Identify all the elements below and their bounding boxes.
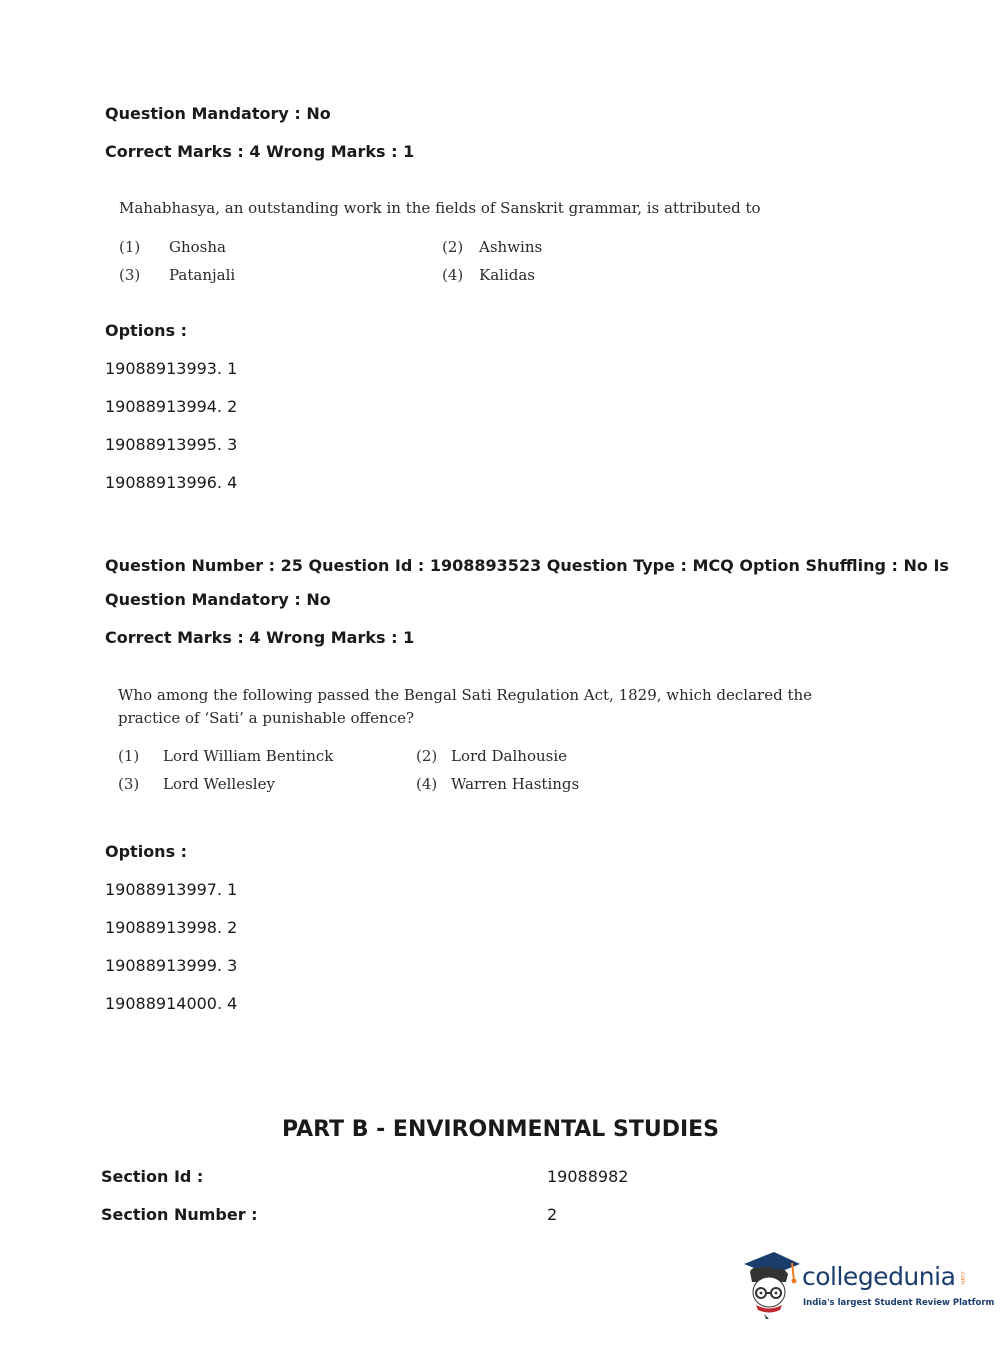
q24-choice-4-text: Kalidas xyxy=(479,266,535,284)
q25-choice-4-num: (4) xyxy=(416,775,438,793)
mascot-icon xyxy=(740,1248,802,1320)
q24-choice-2-num: (2) xyxy=(442,238,464,256)
q25-header: Question Number : 25 Question Id : 1908893523 Question Type : MCQ Option Shuffling : No Is xyxy=(105,556,949,575)
q24-options-label: Options : xyxy=(105,321,188,340)
q24-question-text: Mahabhasya, an outstanding work in the fields of Sanskrit grammar, is attributed to xyxy=(119,199,761,217)
q25-marks: Correct Marks : 4 Wrong Marks : 1 xyxy=(105,628,415,647)
q25-choice-1-text: Lord William Bentinck xyxy=(163,747,334,765)
q24-choice-1-num: (1) xyxy=(119,238,141,256)
section-id-value: 19088982 xyxy=(547,1167,629,1186)
q24-choice-4-num: (4) xyxy=(442,266,464,284)
q24-option-2: 19088913994. 2 xyxy=(105,397,238,416)
q25-choice-2-num: (2) xyxy=(416,747,438,765)
q24-marks: Correct Marks : 4 Wrong Marks : 1 xyxy=(105,142,415,161)
q25-question-line-1: Who among the following passed the Bengal Sati Regulation Act, 1829, which declared the xyxy=(118,686,813,704)
logo-tagline: India's largest Student Review Platform xyxy=(803,1298,995,1308)
logo-tld: .com xyxy=(959,1270,966,1285)
q25-option-3: 19088913999. 3 xyxy=(105,956,238,975)
section-number-label: Section Number : xyxy=(101,1205,258,1224)
q24-choice-1-text: Ghosha xyxy=(169,238,226,256)
q25-options-label: Options : xyxy=(105,842,188,861)
section-number-value: 2 xyxy=(547,1205,558,1224)
q24-choice-2-text: Ashwins xyxy=(479,238,543,256)
q24-mandatory: Question Mandatory : No xyxy=(105,104,331,123)
q24-option-1: 19088913993. 1 xyxy=(105,359,238,378)
q25-question-line-2: practice of ‘Sati’ a punishable offence? xyxy=(118,709,415,727)
section-id-label: Section Id : xyxy=(101,1167,204,1186)
q25-option-4: 19088914000. 4 xyxy=(105,994,238,1013)
q25-choice-2-text: Lord Dalhousie xyxy=(451,747,568,765)
q25-choice-3-num: (3) xyxy=(118,775,140,793)
part-b-heading: PART B - ENVIRONMENTAL STUDIES xyxy=(281,1117,720,1142)
q25-option-1: 19088913997. 1 xyxy=(105,880,238,899)
q25-choice-4-text: Warren Hastings xyxy=(451,775,580,793)
q25-choice-1-num: (1) xyxy=(118,747,140,765)
q24-option-3: 19088913995. 3 xyxy=(105,435,238,454)
q25-mandatory: Question Mandatory : No xyxy=(105,590,331,609)
q24-option-4: 19088913996. 4 xyxy=(105,473,238,492)
collegedunia-logo xyxy=(740,1248,995,1320)
q24-choice-3-num: (3) xyxy=(119,266,141,284)
logo-name: collegedunia xyxy=(802,1262,956,1291)
q24-choice-3-text: Patanjali xyxy=(169,266,236,284)
q25-choice-3-text: Lord Wellesley xyxy=(163,775,275,793)
q25-option-2: 19088913998. 2 xyxy=(105,918,238,937)
